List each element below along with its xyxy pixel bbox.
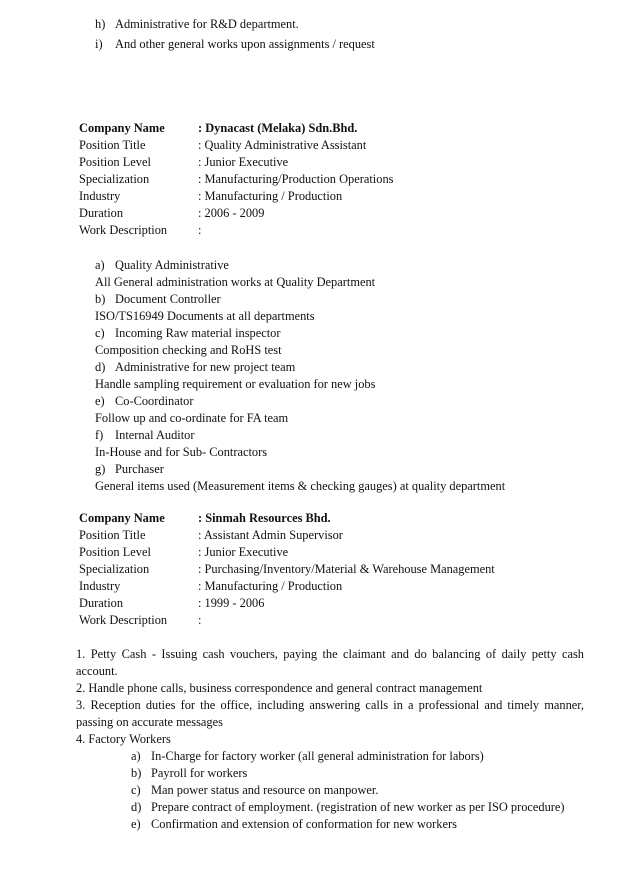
duty-title xyxy=(95,461,164,478)
duty-title-text: Document Controller xyxy=(115,292,221,306)
duty-detail: All General administration works at Quality Department xyxy=(95,275,376,289)
field-label: Specialization xyxy=(79,562,150,576)
list-marker: g) xyxy=(95,462,106,476)
field-label: Position Title xyxy=(79,138,146,152)
list-item-text: Prepare contract of employment. (registration of new worker as per ISO procedure) xyxy=(151,800,565,814)
list-marker: d) xyxy=(95,360,106,374)
field-value: : Junior Executive xyxy=(198,155,289,169)
field-value: : Dynacast (Melaka) Sdn.Bhd. xyxy=(198,121,358,135)
job1-specialization-row xyxy=(79,171,549,188)
list-item xyxy=(131,748,484,765)
duty-title-text: Incoming Raw material inspector xyxy=(115,326,281,340)
duty-title xyxy=(95,427,195,444)
field-label: Work Description xyxy=(79,613,168,627)
duty-title xyxy=(95,257,229,274)
duty-title xyxy=(95,291,221,308)
duty-title-text: Quality Administrative xyxy=(115,258,229,272)
field-value: : Sinmah Resources Bhd. xyxy=(198,511,331,525)
list-marker: c) xyxy=(131,783,141,797)
duty-detail: General items used (Measurement items & checking gauges) at quality department xyxy=(95,479,506,493)
duty-detail: Follow up and co-ordinate for FA team xyxy=(95,411,289,425)
list-marker: a) xyxy=(131,749,141,763)
list-marker: b) xyxy=(131,766,142,780)
job1-position-title-row xyxy=(79,137,549,154)
job2-position-level-row xyxy=(79,544,549,561)
duty-detail: In-House and for Sub- Contractors xyxy=(95,445,268,459)
list-marker: a) xyxy=(95,258,105,272)
field-value: : 1999 - 2006 xyxy=(198,596,265,610)
duty-detail: Handle sampling requirement or evaluation for new jobs xyxy=(95,377,376,391)
list-marker: d) xyxy=(131,800,142,814)
field-value: : Junior Executive xyxy=(198,545,289,559)
field-value: : xyxy=(198,223,202,237)
field-label: Company Name xyxy=(79,511,165,525)
field-value: : Assistant Admin Supervisor xyxy=(198,528,343,542)
duty-title xyxy=(95,325,281,342)
list-item-text: In-Charge for factory worker (all general administration for labors) xyxy=(151,749,484,763)
field-label: Position Level xyxy=(79,545,151,559)
job1-work-description-row xyxy=(79,222,549,239)
field-label: Position Title xyxy=(79,528,146,542)
job2-work-description-row xyxy=(79,612,549,629)
list-marker: b) xyxy=(95,292,106,306)
field-label: Duration xyxy=(79,596,124,610)
list-item xyxy=(131,782,378,799)
work-point: 4. Factory Workers xyxy=(76,732,171,746)
list-item xyxy=(131,816,457,833)
job2-specialization-row xyxy=(79,561,549,578)
job1-industry-row xyxy=(79,188,549,205)
field-value: : Manufacturing / Production xyxy=(198,189,343,203)
job2-industry-row xyxy=(79,578,549,595)
field-value: : xyxy=(198,613,202,627)
list-marker: e) xyxy=(95,394,105,408)
work-point: 1. Petty Cash - Issuing cash vouchers, paying the claimant and do balancing of daily petty cash account. xyxy=(76,647,584,678)
field-value: : Manufacturing/Production Operations xyxy=(198,172,394,186)
job2-position-title-row xyxy=(79,527,549,544)
work-point: 3. Reception duties for the office, including answering calls in a professional and timely manner, passing on accurate messages xyxy=(76,698,584,729)
list-item xyxy=(95,16,299,33)
field-value: : 2006 - 2009 xyxy=(198,206,265,220)
field-label: Industry xyxy=(79,189,121,203)
duty-title-text: Administrative for new project team xyxy=(115,360,296,374)
field-value: : Quality Administrative Assistant xyxy=(198,138,367,152)
field-label: Work Description xyxy=(79,223,168,237)
duty-detail: ISO/TS16949 Documents at all departments xyxy=(95,309,315,323)
list-marker: i) xyxy=(95,37,103,51)
list-marker: c) xyxy=(95,326,105,340)
field-value: : Purchasing/Inventory/Material & Warehouse Management xyxy=(198,562,495,576)
duty-title-text: Internal Auditor xyxy=(115,428,195,442)
job1-duration-row xyxy=(79,205,549,222)
work-point: 2. Handle phone calls, business correspondence and general contract management xyxy=(76,681,483,695)
list-item xyxy=(131,799,565,816)
list-marker: h) xyxy=(95,17,106,31)
field-value: : Manufacturing / Production xyxy=(198,579,343,593)
list-item-text: And other general works upon assignments / request xyxy=(115,37,375,51)
list-item-text: Administrative for R&D department. xyxy=(115,17,299,31)
field-label: Position Level xyxy=(79,155,151,169)
duty-title xyxy=(95,359,295,376)
job2-duration-row xyxy=(79,595,549,612)
duty-title-text: Purchaser xyxy=(115,462,164,476)
duty-title-text: Co-Coordinator xyxy=(115,394,194,408)
field-label: Specialization xyxy=(79,172,150,186)
list-item-text: Payroll for workers xyxy=(151,766,248,780)
list-marker: f) xyxy=(95,428,104,442)
field-label: Duration xyxy=(79,206,124,220)
list-item-text: Man power status and resource on manpower. xyxy=(151,783,379,797)
list-item xyxy=(131,765,247,782)
job1-company-row xyxy=(79,120,549,137)
job1-position-level-row xyxy=(79,154,549,171)
list-item xyxy=(95,36,375,53)
list-item-text: Confirmation and extension of conformation for new workers xyxy=(151,817,457,831)
field-label: Industry xyxy=(79,579,121,593)
duty-title xyxy=(95,393,193,410)
duty-detail: Composition checking and RoHS test xyxy=(95,343,282,357)
list-marker: e) xyxy=(131,817,141,831)
job2-company-row xyxy=(79,510,549,527)
field-label: Company Name xyxy=(79,121,165,135)
